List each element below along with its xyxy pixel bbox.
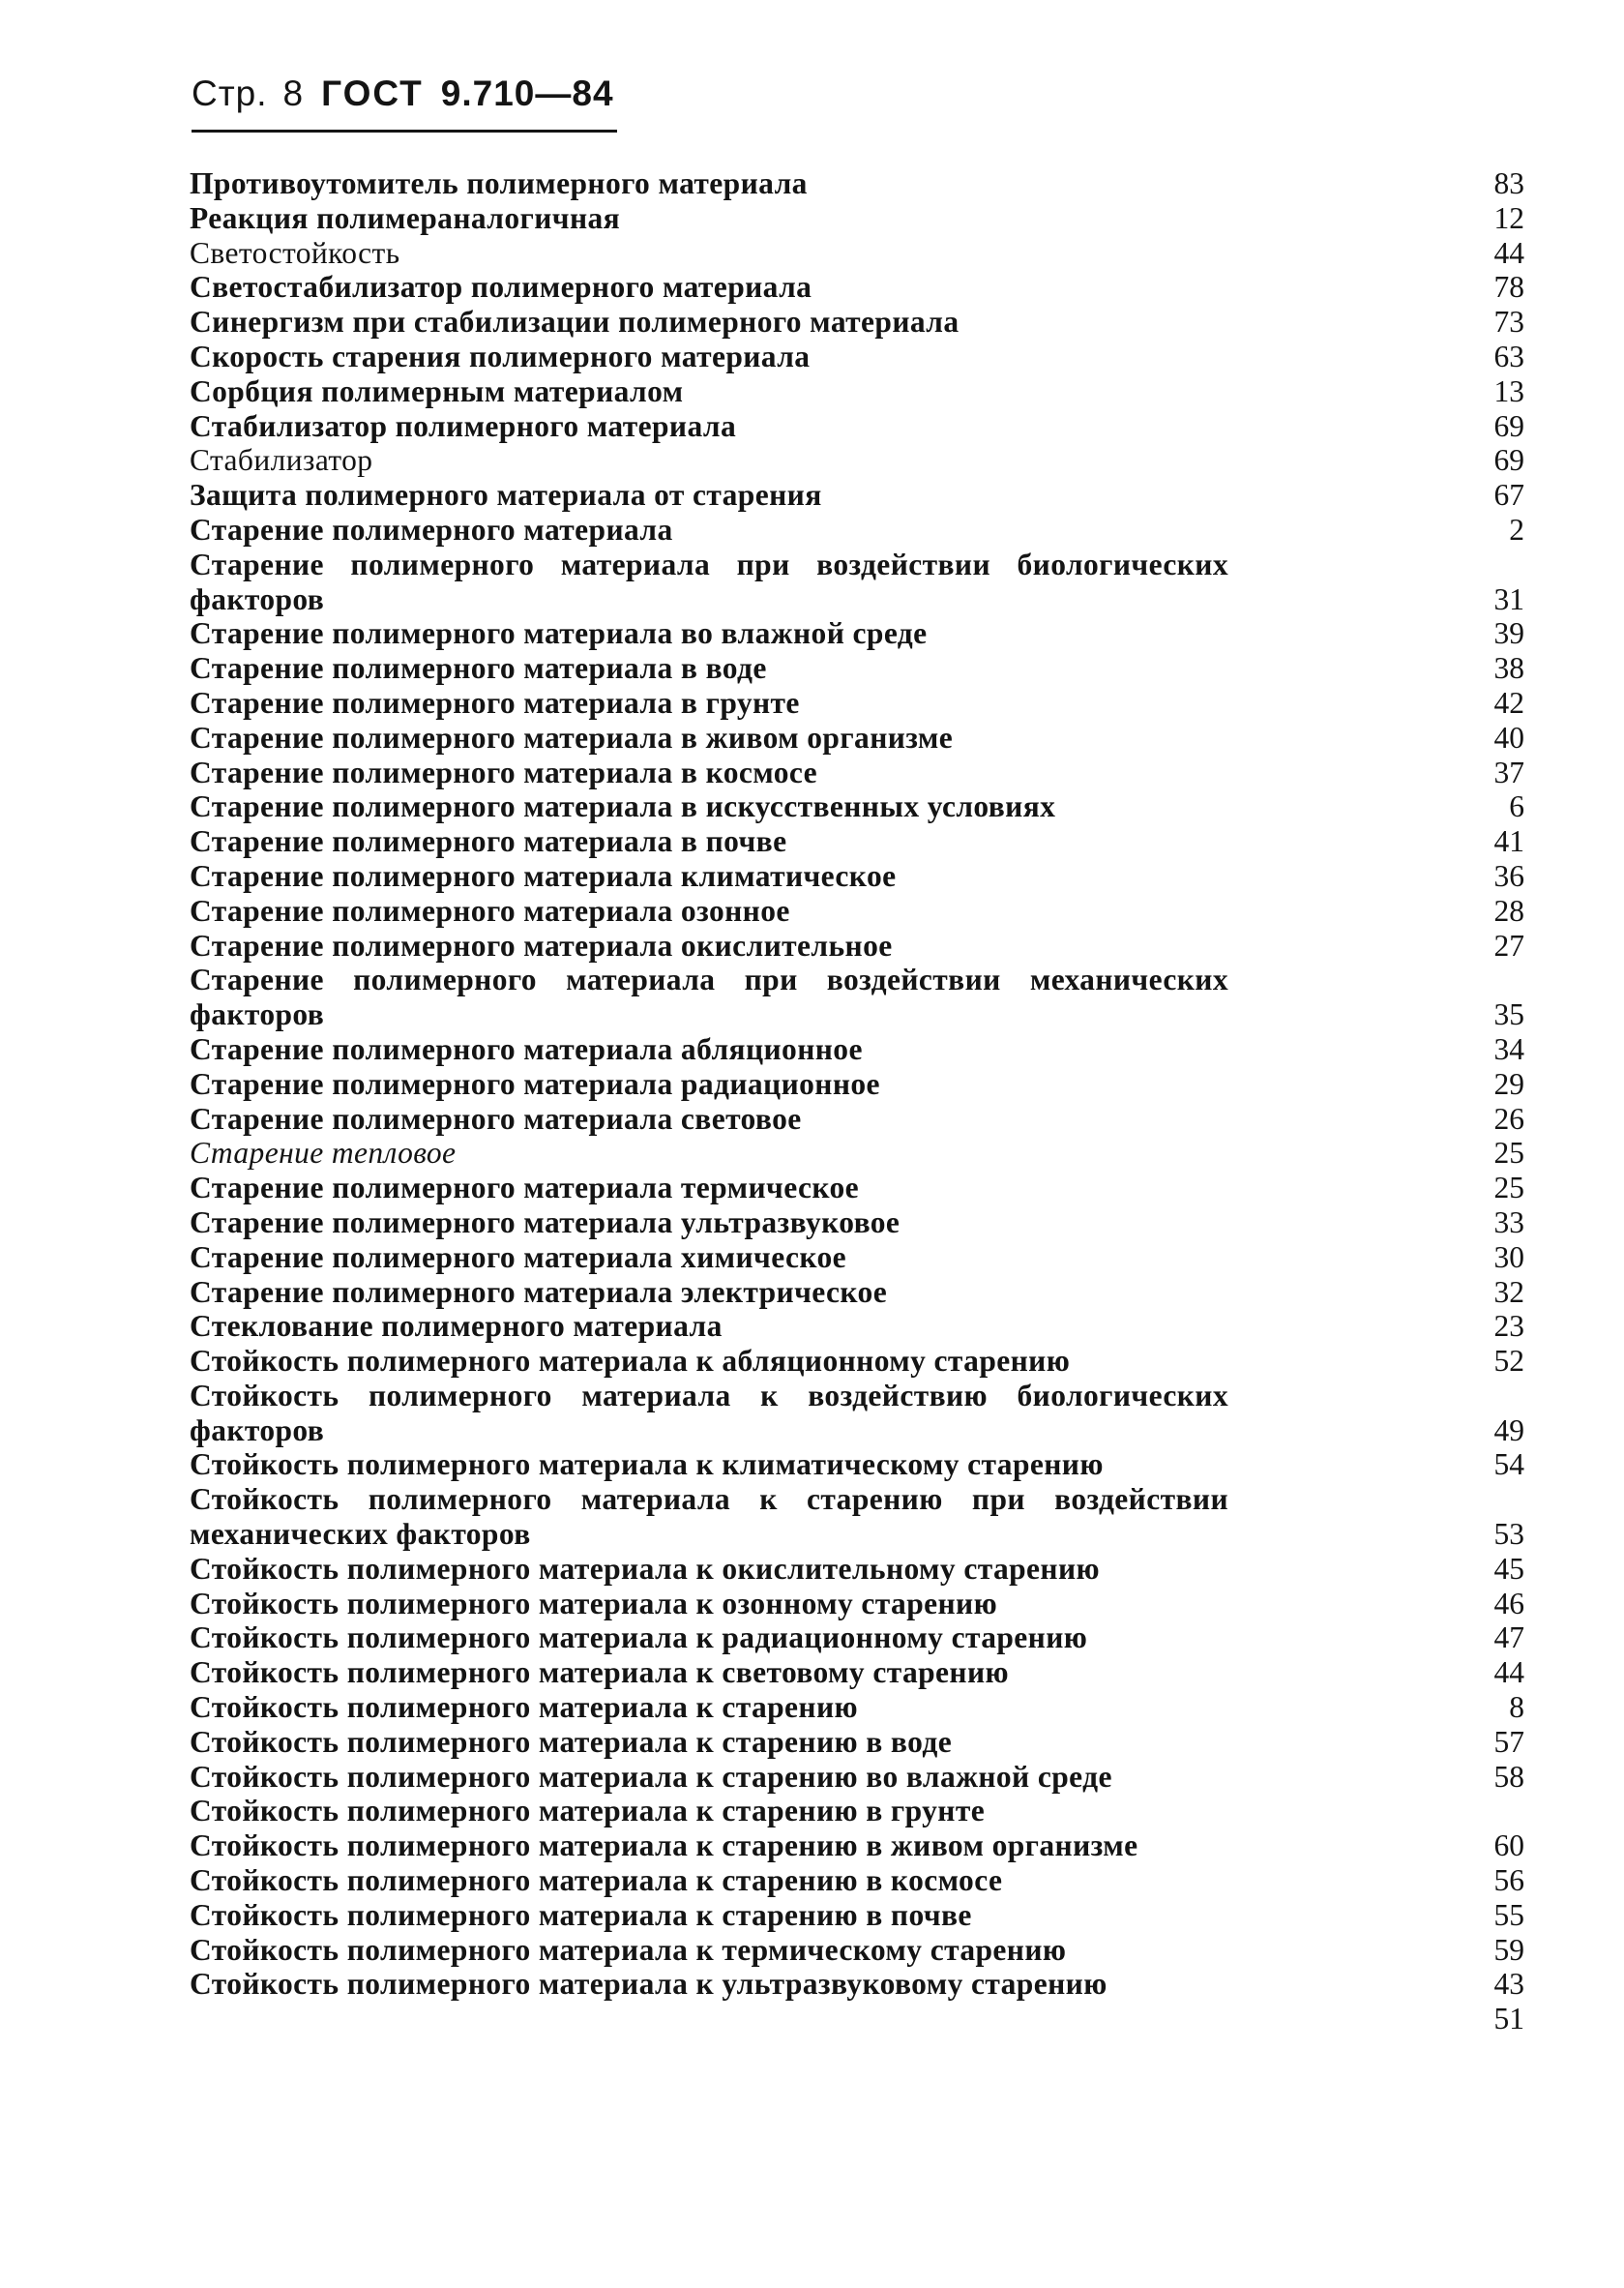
index-entry bbox=[190, 1032, 1524, 1067]
index-term: Стойкость полимерного материала к радиационному старению bbox=[190, 1620, 1088, 1655]
index-entry bbox=[190, 824, 1524, 859]
index-term: Стойкость полимерного материала к термическому старению bbox=[190, 1932, 1067, 1967]
index-entry bbox=[190, 1725, 1524, 1760]
index-term: Стойкость полимерного материала к абляционному старению bbox=[190, 1344, 1071, 1379]
index-page-number: 6 bbox=[1509, 789, 1524, 824]
index-term: Стойкость полимерного материала к старению в космосе bbox=[190, 1863, 1003, 1898]
index-page-number: 63 bbox=[1493, 339, 1524, 373]
index-term: Стеклование полимерного материала bbox=[190, 1309, 723, 1344]
index-page-number: 54 bbox=[1493, 1447, 1524, 1482]
index-term: Старение полимерного материала в грунте bbox=[190, 685, 800, 720]
index-term: Реакция полимераналогичная bbox=[190, 200, 621, 235]
index-entry bbox=[190, 409, 1524, 444]
index-term: Старение полимерного материала в космосе bbox=[190, 755, 818, 789]
index-page-number: 28 bbox=[1493, 893, 1524, 928]
index-entry bbox=[190, 513, 1524, 548]
page-label: Стр. bbox=[192, 74, 268, 113]
index-term: Старение полимерного материала климатическое bbox=[190, 858, 897, 893]
index-term: Старение полимерного материала озонное bbox=[190, 893, 790, 928]
index-page-number: 23 bbox=[1493, 1309, 1524, 1344]
index-term: Старение полимерного материала световое bbox=[190, 1101, 802, 1136]
index-entry bbox=[190, 1863, 1524, 1898]
index-page-number: 34 bbox=[1493, 1031, 1524, 1066]
index-term: Защита полимерного материала от старения bbox=[190, 478, 822, 513]
index-entry bbox=[190, 1655, 1524, 1690]
index-entry bbox=[190, 1379, 1524, 1448]
index-page-number: 78 bbox=[1493, 270, 1524, 305]
index-entry bbox=[190, 963, 1524, 1032]
index-term: Стойкость полимерного материала к старению при воздействии механических факторов bbox=[190, 1482, 1228, 1552]
index-page-number: 36 bbox=[1493, 858, 1524, 893]
index-term: Стойкость полимерного материала к климатическому старению bbox=[190, 1447, 1104, 1482]
index-page-number: 55 bbox=[1493, 1897, 1524, 1932]
index-page-number: 69 bbox=[1493, 408, 1524, 443]
page-header bbox=[192, 74, 614, 114]
index-page-number: 12 bbox=[1493, 200, 1524, 235]
index-page-number: 37 bbox=[1493, 755, 1524, 789]
index-page-number: 38 bbox=[1493, 651, 1524, 686]
index-term: Синергизм при стабилизации полимерного материала bbox=[190, 305, 960, 340]
index-entry bbox=[190, 548, 1524, 617]
index-page-number: 44 bbox=[1493, 1655, 1524, 1690]
index-entry bbox=[190, 1171, 1524, 1205]
index-page-number: 44 bbox=[1493, 235, 1524, 270]
index-entry bbox=[190, 894, 1524, 929]
index-page-number: 60 bbox=[1493, 1828, 1524, 1863]
index-entry bbox=[190, 1587, 1524, 1621]
index-page-number: 83 bbox=[1493, 166, 1524, 200]
index-entry bbox=[190, 1552, 1524, 1587]
index-entry bbox=[190, 1240, 1524, 1275]
index-entry bbox=[190, 1760, 1524, 1795]
index-page-number: 8 bbox=[1509, 1690, 1524, 1725]
index-term: Стойкость полимерного материала к старению в почве bbox=[190, 1897, 972, 1932]
index-term: Старение полимерного материала при воздействии механических факторов bbox=[190, 963, 1228, 1032]
index-entry bbox=[190, 1136, 1524, 1171]
index-page-number: 39 bbox=[1493, 616, 1524, 651]
index-entry bbox=[190, 2002, 1524, 2036]
index-entry bbox=[190, 929, 1524, 964]
index-page-number: 56 bbox=[1493, 1863, 1524, 1898]
index-entry bbox=[190, 1690, 1524, 1725]
header-rule bbox=[192, 130, 617, 133]
index-entry bbox=[190, 166, 1524, 201]
index-page-number: 73 bbox=[1493, 305, 1524, 340]
index-term: Скорость старения полимерного материала bbox=[190, 339, 811, 373]
index-entry bbox=[190, 686, 1524, 721]
index-term: Сорбция полимерным материалом bbox=[190, 373, 684, 408]
index-page-number: 42 bbox=[1493, 685, 1524, 720]
index-term: Старение полимерного материала bbox=[190, 512, 673, 547]
index-term: Старение полимерного материала во влажной среде bbox=[190, 616, 928, 651]
index-page-number: 2 bbox=[1509, 512, 1524, 547]
index-page-number: 30 bbox=[1493, 1239, 1524, 1274]
index-term: Противоутомитель полимерного материала bbox=[190, 166, 808, 200]
index-page-number: 47 bbox=[1493, 1620, 1524, 1655]
index-term: Старение полимерного материала в почве bbox=[190, 824, 787, 859]
index-term: Стойкость полимерного материала к старению во влажной среде bbox=[190, 1759, 1112, 1794]
index-entry bbox=[190, 1967, 1524, 2002]
index-term: Старение полимерного материала окислительное bbox=[190, 928, 893, 963]
index-page-number: 32 bbox=[1493, 1274, 1524, 1309]
index-term bbox=[190, 2002, 1228, 2036]
index-term: Старение полимерного материала в искусственных условиях bbox=[190, 789, 1056, 824]
index-entry bbox=[190, 1447, 1524, 1482]
index-entry bbox=[190, 1794, 1524, 1828]
page-number: 8 bbox=[282, 74, 305, 113]
index-page-number: 57 bbox=[1493, 1724, 1524, 1759]
standard-name: ГОСТ bbox=[321, 74, 424, 113]
index-term: Светостойкость bbox=[190, 235, 400, 270]
index-entry bbox=[190, 721, 1524, 756]
index-page-number: 27 bbox=[1493, 928, 1524, 963]
index-term: Стойкость полимерного материала к окислительному старению bbox=[190, 1551, 1100, 1586]
index-term: Старение полимерного материала абляционное bbox=[190, 1031, 863, 1066]
index-entry bbox=[190, 443, 1524, 478]
index-entry bbox=[190, 305, 1524, 340]
index-term: Стойкость полимерного материала к старению в воде bbox=[190, 1724, 953, 1759]
index-page-number: 67 bbox=[1493, 478, 1524, 513]
index-entry bbox=[190, 789, 1524, 824]
index-entry bbox=[190, 616, 1524, 651]
index-page-number: 51 bbox=[1493, 2002, 1524, 2036]
index-entry bbox=[190, 1067, 1524, 1102]
index-entry bbox=[190, 1482, 1524, 1552]
index-term: Старение полимерного материала радиационное bbox=[190, 1066, 880, 1101]
index-page-number: 41 bbox=[1493, 824, 1524, 859]
index-entry bbox=[190, 201, 1524, 236]
index-entry bbox=[190, 651, 1524, 686]
index-entry bbox=[190, 1309, 1524, 1344]
index-page-number: 46 bbox=[1493, 1586, 1524, 1620]
term-index bbox=[190, 166, 1524, 2036]
index-page-number: 53 bbox=[1493, 1517, 1524, 1552]
index-page-number: 25 bbox=[1493, 1171, 1524, 1205]
index-entry bbox=[190, 1898, 1524, 1933]
index-entry bbox=[190, 236, 1524, 271]
standard-code: 9.710—84 bbox=[440, 74, 614, 113]
index-entry bbox=[190, 756, 1524, 790]
index-page-number: 45 bbox=[1493, 1551, 1524, 1586]
index-entry bbox=[190, 1933, 1524, 1968]
index-page-number: 29 bbox=[1493, 1066, 1524, 1101]
index-entry bbox=[190, 1344, 1524, 1379]
index-term: Старение полимерного материала химическое bbox=[190, 1239, 847, 1274]
index-term: Старение полимерного материала при воздействии биологических факторов bbox=[190, 547, 1228, 616]
index-term: Стабилизатор bbox=[190, 443, 373, 478]
index-page-number: 13 bbox=[1493, 373, 1524, 408]
index-entry bbox=[190, 340, 1524, 374]
index-term: Старение полимерного материала ультразвуковое bbox=[190, 1204, 901, 1239]
index-entry bbox=[190, 1275, 1524, 1310]
index-term: Старение полимерного материала в воде bbox=[190, 651, 767, 686]
index-page-number: 25 bbox=[1493, 1136, 1524, 1171]
index-term: Стойкость полимерного материала к старению в грунте bbox=[190, 1794, 986, 1828]
index-term: Старение полимерного материала в живом организме bbox=[190, 720, 954, 755]
index-entry bbox=[190, 1102, 1524, 1137]
index-term: Стойкость полимерного материала к световому старению bbox=[190, 1655, 1009, 1690]
index-term: Светостабилизатор полимерного материала bbox=[190, 270, 812, 305]
index-entry bbox=[190, 1828, 1524, 1863]
index-entry bbox=[190, 1205, 1524, 1240]
index-term: Стойкость полимерного материала к старению bbox=[190, 1690, 858, 1725]
index-entry bbox=[190, 478, 1524, 513]
index-page-number: 40 bbox=[1493, 720, 1524, 755]
index-page-number: 69 bbox=[1493, 443, 1524, 478]
index-entry bbox=[190, 1620, 1524, 1655]
index-page-number: 33 bbox=[1493, 1204, 1524, 1239]
index-entry bbox=[190, 374, 1524, 409]
index-term: Стойкость полимерного материала к озонному старению bbox=[190, 1586, 998, 1620]
index-page-number: 58 bbox=[1493, 1759, 1524, 1794]
index-page-number: 26 bbox=[1493, 1101, 1524, 1136]
index-term: Стойкость полимерного материала к воздействию биологических факторов bbox=[190, 1378, 1228, 1447]
index-term: Старение тепловое bbox=[190, 1136, 457, 1171]
index-page-number: 35 bbox=[1493, 997, 1524, 1032]
index-term: Старение полимерного материала электрическое bbox=[190, 1274, 888, 1309]
index-term: Стабилизатор полимерного материала bbox=[190, 408, 737, 443]
index-entry bbox=[190, 859, 1524, 894]
index-term: Стойкость полимерного материала к старению в живом организме bbox=[190, 1828, 1138, 1863]
index-page-number: 31 bbox=[1493, 581, 1524, 616]
index-page-number: 59 bbox=[1493, 1932, 1524, 1967]
index-entry bbox=[190, 270, 1524, 305]
index-term: Старение полимерного материала термическое bbox=[190, 1171, 860, 1205]
index-term: Стойкость полимерного материала к ультразвуковому старению bbox=[190, 1967, 1107, 2002]
index-page-number: 43 bbox=[1493, 1967, 1524, 2002]
index-page-number: 49 bbox=[1493, 1412, 1524, 1447]
index-page-number: 52 bbox=[1493, 1344, 1524, 1379]
